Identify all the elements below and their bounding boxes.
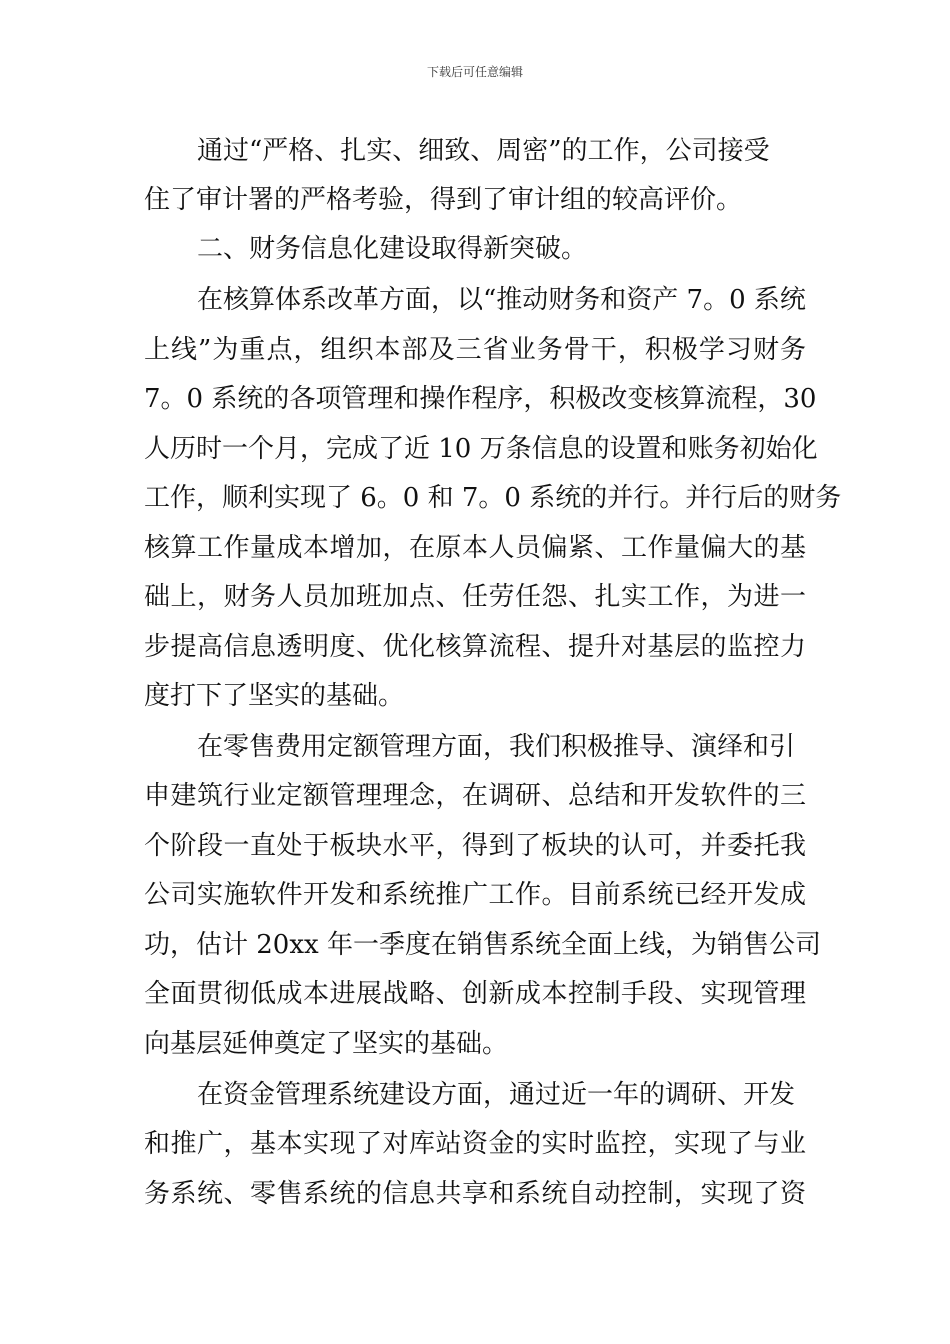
text-line: 步提高信息透明度、优化核算流程、提升对基层的监控力 — [144, 632, 806, 662]
text-line: 申建筑行业定额管理理念，在调研、总结和开发软件的三 — [144, 781, 806, 811]
text-line: 核算工作量成本增加，在原本人员偏紧、工作量偏大的基 — [144, 533, 806, 563]
text-line: 础上，财务人员加班加点、任劳任怨、扎实工作，为进一 — [144, 582, 806, 612]
text-line: 功，估计 20xx 年一季度在销售系统全面上线，为销售公司 — [144, 930, 821, 960]
text-line: 在核算体系改革方面，以“推动财务和资产 7。0 系统 — [197, 285, 806, 315]
text-line: 度打下了坚实的基础。 — [144, 681, 405, 711]
text-line: 住了审计署的严格考验，得到了审计组的较高评价。 — [144, 185, 743, 215]
text-line: 通过“严格、扎实、细致、周密”的工作，公司接受 — [197, 136, 770, 166]
text-line: 全面贯彻低成本进展战略、创新成本控制手段、实现管理 — [144, 979, 806, 1009]
text-line: 公司实施软件开发和系统推广工作。目前系统已经开发成 — [144, 880, 806, 910]
text-line: 向基层延伸奠定了坚实的基础。 — [144, 1029, 509, 1059]
text-line: 7。0 系统的各项管理和操作程序，积极改变核算流程，30 — [144, 384, 817, 414]
text-line: 和推广，基本实现了对库站资金的实时监控，实现了与业 — [144, 1129, 806, 1159]
text-line: 在零售费用定额管理方面，我们积极推导、演绎和引 — [197, 732, 796, 762]
text-line: 个阶段一直处于板块水平，得到了板块的认可，并委托我 — [144, 831, 806, 861]
text-line: 工作，顺利实现了 6。0 和 7。0 系统的并行。并行后的财务 — [144, 483, 842, 513]
page-header: 下载后可任意编辑 — [426, 65, 523, 79]
text-line: 在资金管理系统建设方面，通过近一年的调研、开发 — [197, 1080, 796, 1110]
text-line: 人历时一个月，完成了近 10 万条信息的设置和账务初始化 — [144, 434, 818, 464]
text-line: 务系统、零售系统的信息共享和系统自动控制，实现了资 — [144, 1179, 806, 1209]
section-heading: 二、财务信息化建设取得新突破。 — [197, 234, 588, 264]
text-line: 上线”为重点，组织本部及三省业务骨干，积极学习财务 — [144, 335, 806, 365]
